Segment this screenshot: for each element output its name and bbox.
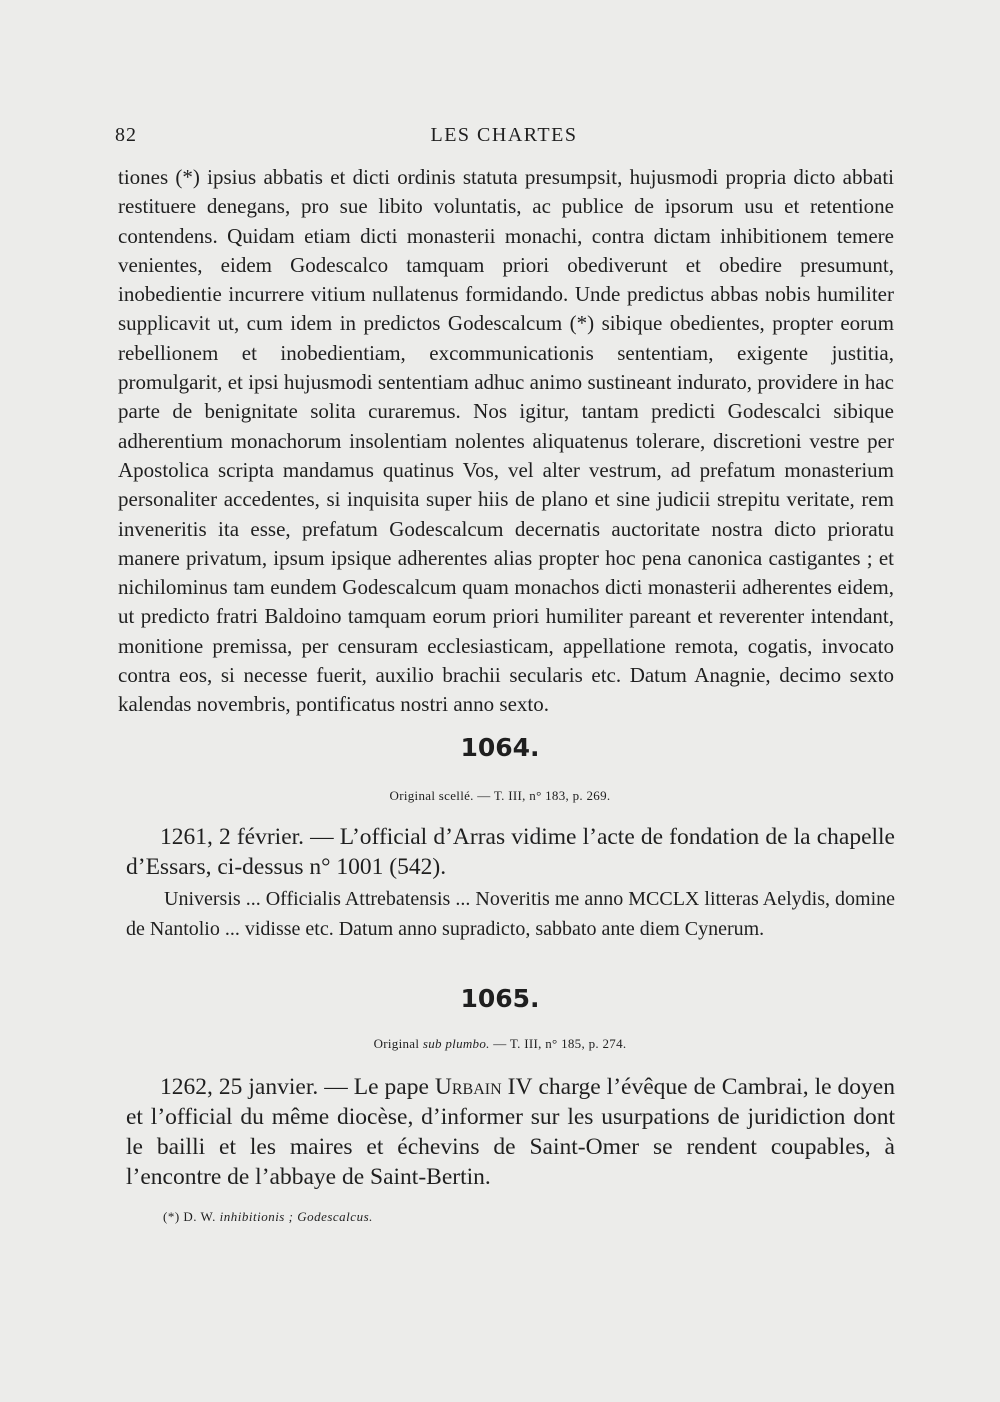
pope-name: Urbain IV [434, 1074, 533, 1100]
charter-extract [126, 884, 895, 944]
extract-text: Universis ... Officialis Attrebatensis ... Noveritis me anno [164, 888, 629, 910]
source-label-italic: sub plumbo. [422, 1036, 490, 1051]
extract-date: MCCLX [628, 888, 700, 910]
summary-text: charge l’évêque de Cambrai, le doyen et l’official du même diocèse, d’informer sur les usurpations de juridiction dont le bailli et les maires et échevins de Saint-Omer se rendent coupables, à l’encontre de l’abbaye de Saint-Bertin. [126, 1074, 895, 1190]
summary-text: 1262, 25 janvier. — Le pape [160, 1074, 435, 1100]
charter-summary: 1261, 2 février. — L’official d’Arras vidime l’acte de fondation de la chapelle d’Essars, ci-dessus n° 1001 (542). [126, 824, 895, 880]
source-label: Original scellé. [389, 788, 474, 803]
continuation-text: tiones (*) ipsius abbatis et dicti ordinis statuta presumpsit, hujusmodi propria dicto abbati restituere denegans, pro sue libito voluntatis, ac publice de ipsorum usu et retentione contendens. Quidam etiam dicti monasterii monachi, contra dictam inhibitionem temere venientes, eidem Godescalco tamquam priori obediverunt et obedire presumunt, inobedientie incurrere vitium nullatenus formidando. Unde predictus abbas nobis humiliter supplicavit ut, cum idem in predictos Godescalcum (*) sibique obedientes, propter eorum rebellionem et inobedientiam, excommunicationis sententiam, exigente justitia, promulgarit, et ipsi hujusmodi sententiam adhuc animo sustineant indurato, providere in hac parte de benignitate solita curaremus. Nos igitur, tantam predicti Godescalci sibique adherentium monachorum insolentiam nolentes aliquatenus tolerare, discretioni vestre per Apostolica scripta mandamus quatinus Vos, vel alter vestrum, ad prefatum monasterium personaliter accedentes, si inquisita super hiis de plano et sine judicii strepitu veritate, rem inveneritis ita esse, prefatum Godescalcum decernatis auctoritate nostra dicto prioratu manere privatum, ipsum ipsique adherentes alias propter hoc pena canonica castigantes ; et nichilominus tam eundem Godescalcum quam monachos dicti monasterii adherentes eidem, ut predicto fratri Baldoino tamquam eorum priori humiliter pareant et reverenter intendant, monitione premissa, per censuram ecclesiasticam, appellatione remota, cogatis, invocato contra eos, si necesse fuerit, auxilio brachii secularis etc. Datum Anagnie, decimo sexto kalendas novembris, pontificatus nostri anno sexto. [118, 165, 894, 717]
page-number: 82 [115, 124, 137, 146]
source-reference: — T. III, n° 183, p. 269. [473, 788, 611, 803]
running-head [115, 124, 893, 154]
footnote-marker: (*) D. W. [163, 1209, 220, 1224]
charter-number: 1064. [460, 733, 540, 762]
source-reference: — T. III, n° 185, p. 274. [489, 1036, 627, 1051]
extract-text: litteras Aelydis, domine de Nantolio ... vidisse etc. Datum anno supradicto, sabbato ante diem Cynerum. [126, 888, 895, 940]
running-title: LES CHARTES [430, 124, 578, 146]
charter-number: 1065. [460, 984, 540, 1013]
charter-summary [126, 1072, 895, 1192]
source-label: Original [373, 1036, 423, 1051]
footnote-text: inhibitionis ; Godescalcus. [219, 1209, 373, 1224]
charter-source [0, 788, 1000, 804]
footnote [163, 1209, 373, 1225]
charter-source [0, 1036, 1000, 1052]
